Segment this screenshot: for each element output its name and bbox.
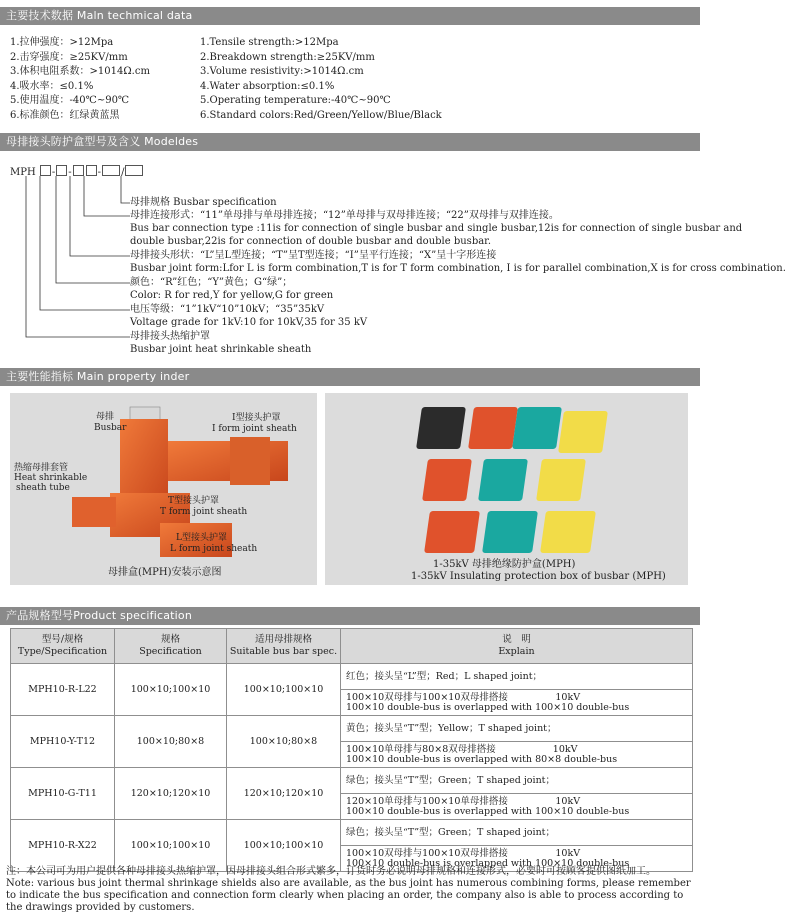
tech-item: 1.Tensile strength:>12Mpa [200,37,339,48]
cell-type: MPH10-R-X22 [11,820,115,872]
footnote-en: Note: various bus joint thermal shrinkage shields also are available, as the bus joint has numerous combining forms, please remember to indicate the bus specification and connection form clearly when placing an order, the company also is able to process according to the drawings provided by customers. [6,878,691,913]
tech-item: 2.Breakdown strength:≥25KV/mm [200,51,375,63]
cell-spec: 100×10;100×10 [115,664,227,716]
product-spec-table [10,628,693,872]
table-row [11,768,693,794]
cell-explain-color: 红色；接头呈“L”型；Red；L shaped joint； [341,664,693,690]
desc-joint-en: Busbar joint form:Lfor L is form combination,T is for T form combination, I is for parallel combination,X is for cross combination. [130,263,786,274]
desc-sheath-cn: 母排接头热缩护罩 [130,331,210,342]
cell-spec: 120×10;120×10 [115,768,227,820]
cell-explain-detail: 120×10单母排与100×10单母排搭接 10kV 100×10 double-bus is overlapped with 100×10 double-bus [341,794,693,820]
caption-product-cn: 1-35kV 母排绝缘防护盒(MPH) [433,559,576,570]
tech-item: 6.Standard colors:Red/Green/Yellow/Blue/Black [200,109,442,121]
sheath-green [482,511,538,553]
caption-installation: 母排盒(MPH)安装示意图 [108,567,222,578]
table-row [11,716,693,742]
tech-item: 1.拉伸强度：>12Mpa [10,37,114,48]
cell-spec: 100×10;80×8 [115,716,227,768]
desc-conn-cn: 母排连接形式：“11”单母排与单母排连接；“12”单母排与双母排连接；“22”双母排与双排连接。 [130,210,559,221]
tech-item: 2.击穿强度：≥25KV/mm [10,51,128,63]
section-header-model: 母排接头防护盒型号及含义 Modeldes [0,133,700,151]
footnote-cn: 注：本公司可为用户提供各种母排接头热缩护罩，因母排接头组合形式繁多，订货时务必说明母排规格和连接形式，必要时可按顾客提供图纸加工。 [6,866,656,877]
label-tube-cn: 热缩母排套管 [14,463,69,473]
cell-suitable: 100×10;80×8 [227,716,341,768]
label-tube-en2: sheath tube [16,483,70,493]
sheath-green [512,407,562,449]
footnote [6,866,696,914]
cell-explain-detail: 100×10双母排与100×10双母排搭接 10kV 100×10 double-bus is overlapped with 100×10 double-bus [341,846,693,872]
label-busbar-cn: 母排 [96,412,115,422]
cell-spec: 100×10;100×10 [115,820,227,872]
col-header-suitable: 适用母排规格 Suitable bus bar spec. [227,629,341,664]
col-header-spec: 规格 Specification [115,629,227,664]
label-tube-en1: Heat shrinkable [14,473,88,483]
cell-type: MPH10-R-L22 [11,664,115,716]
tech-item: 4.吸水率：≤0.1% [10,80,94,92]
desc-joint-cn: 母排接头形状：“L”呈L型连接；“T”呈T型连接；“I”呈平行连接；“X”呈十字形连接 [130,250,497,261]
label-lsheath-en: L form joint sheath [170,544,258,554]
tech-item: 3.体积电阻系数：>1014Ω.cm [10,66,150,78]
table-row [11,664,693,690]
sheath-green [478,459,528,501]
tech-item: 5.使用温度：-40℃~90℃ [10,95,130,107]
sheath-red [468,407,518,449]
col-header-type: 型号/规格 Type/Specification [11,629,115,664]
cell-explain-detail: 100×10单母排与80×8双母排搭接 10kV 100×10 double-bus is overlapped with 80×8 double-bus [341,742,693,768]
label-tsheath-cn: T型接头护罩 [168,496,220,506]
desc-color-cn: 颜色：“R”红色；“Y”黄色；G“绿”； [130,277,293,288]
desc-sheath-en: Busbar joint heat shrinkable sheath [130,344,312,355]
sheath-black [416,407,466,449]
section-header-tech: 主要技术数据 Maln techmical data [0,7,700,25]
tech-item: 3.Volume resistivity:>1014Ω.cm [200,66,364,78]
model-code: MPH - - - / [10,165,144,178]
cell-suitable: 100×10;100×10 [227,820,341,872]
label-tsheath-en: T form joint sheath [160,507,248,517]
label-busbar-en: Busbar [94,423,127,433]
table-header-row [11,629,693,664]
cell-type: MPH10-G-T11 [11,768,115,820]
cell-suitable: 120×10;120×10 [227,768,341,820]
desc-spec: 母排规格 Busbar specification [130,197,277,208]
model-prefix: MPH [10,167,36,178]
cell-explain-color: 绿色；接头呈“T”型；Green；T shaped joint； [341,820,693,846]
cell-suitable: 100×10;100×10 [227,664,341,716]
cell-type: MPH10-Y-T12 [11,716,115,768]
cell-explain-detail: 100×10双母排与100×10双母排搭接 10kV 100×10 double-bus is overlapped with 100×10 double-bus [341,690,693,716]
desc-conn-en2: double busbar,22is for connection of double busbar and double busbar. [130,236,492,247]
label-lsheath-cn: L型接头护罩 [176,533,227,543]
tech-item: 6.标准颜色：红绿黄蓝黑 [10,109,120,121]
sheath-yellow [558,411,608,453]
tech-item: 4.Water absorption:≤0.1% [200,80,335,92]
sheath-yellow [536,459,586,501]
sheath-yellow [540,511,596,553]
table-row [11,820,693,846]
sheath-red [422,459,472,501]
caption-product-en: 1-35kV Insulating protection box of busbar (MPH) [411,571,666,582]
desc-volt-cn: 电压等级：“1”1kV“10”10kV；“35”35kV [130,304,325,315]
cell-explain-color: 黄色；接头呈“T”型；Yellow；T shaped joint； [341,716,693,742]
section-header-product: 产品规格型号Product specification [0,607,700,625]
label-isheath-en: I form joint sheath [212,424,297,434]
desc-volt-en: Voltage grade for 1kV:10 for 10kV,35 for 35 kV [130,317,368,328]
installation-diagram [10,393,317,585]
model-tree-lines [0,0,700,360]
cell-explain-color: 绿色；接头呈“T”型；Green；T shaped joint； [341,768,693,794]
sheath-red [424,511,480,553]
desc-color-en: Color: R for red,Y for yellow,G for green [130,290,334,301]
tech-item: 5.Operating temperature:-40℃~90℃ [200,95,391,107]
section-header-property: 主要性能指标 Main property inder [0,368,700,386]
product-photo [325,393,688,585]
desc-conn-en1: Bus bar connection type :11is for connection of single busbar and single busbar,12is for connection of single busbar and [130,223,743,234]
label-isheath-cn: I型接头护罩 [232,413,281,423]
col-header-explain: 说 明 Explain [341,629,693,664]
